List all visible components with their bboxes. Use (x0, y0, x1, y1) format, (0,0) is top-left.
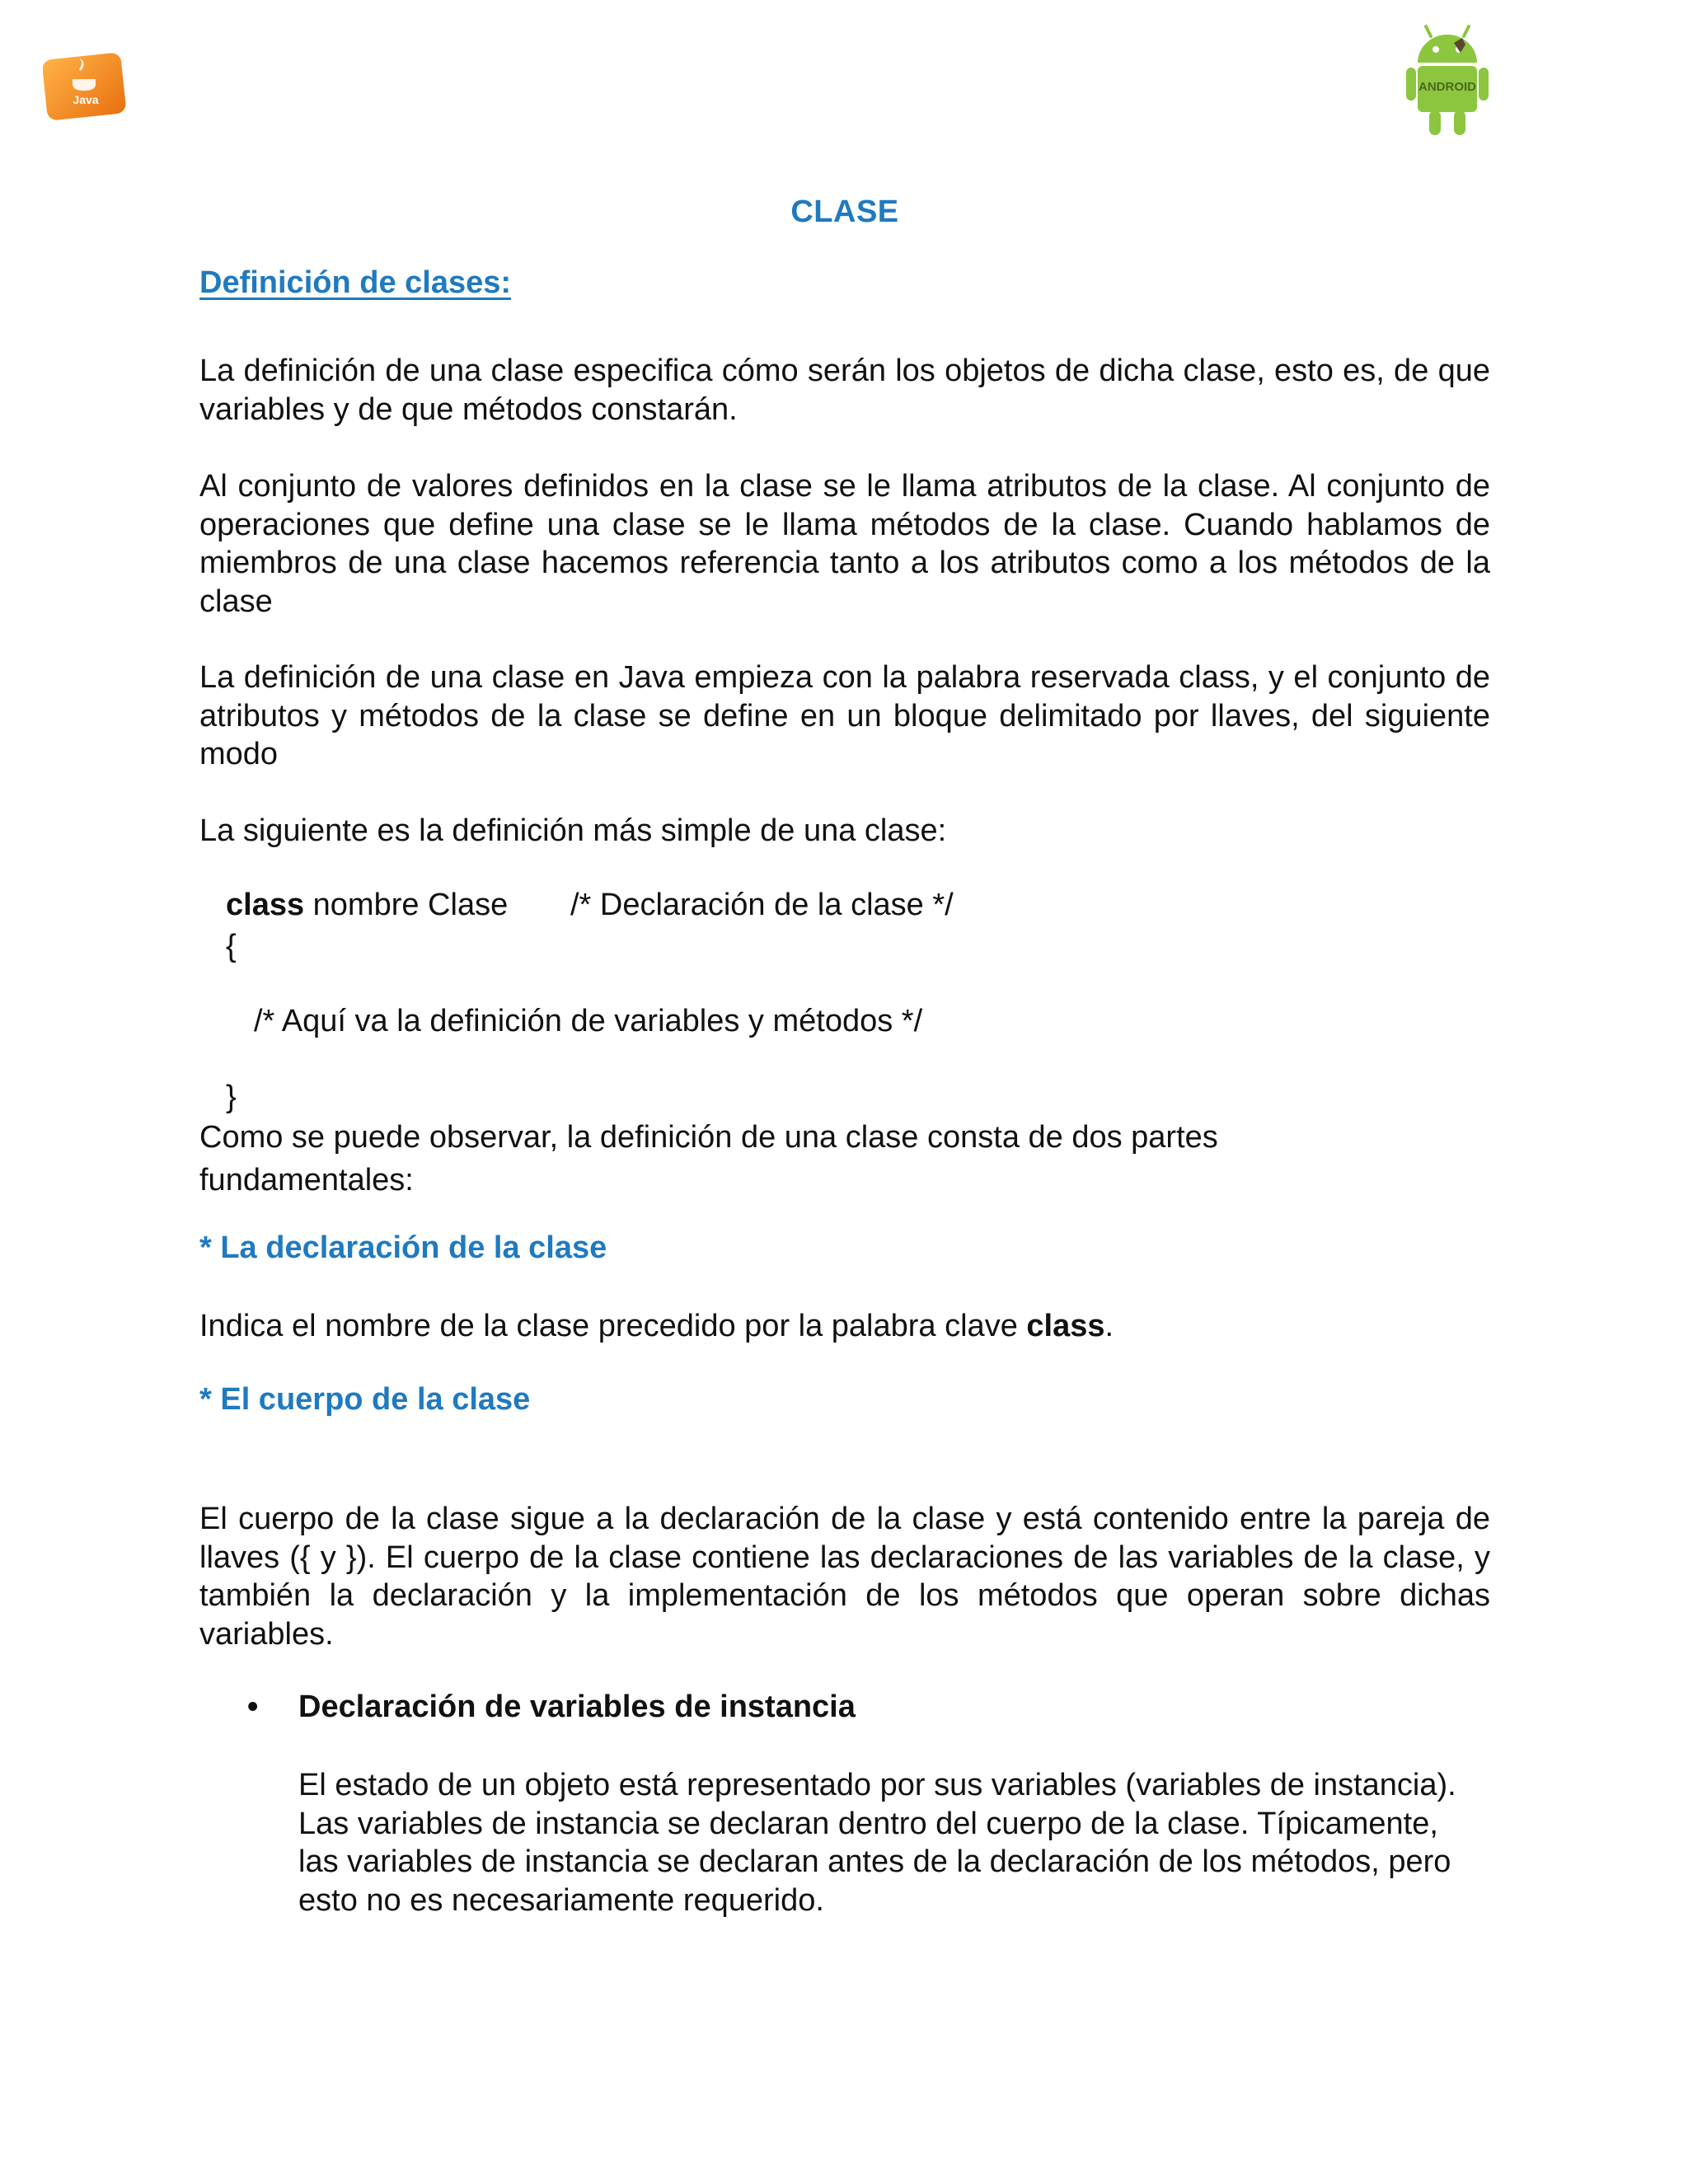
paragraph-class-body: El cuerpo de la clase sigue a la declaración de la clase y está contenido entre la pareja de llaves ({ y }). El cuerpo de la clase contiene las declaraciones de las variables de la clase, y también la declaración y la implementación de los métodos que operan sobre dichas variables. (199, 1502, 1490, 1652)
paragraph-declaration-info (199, 1307, 1490, 1346)
paragraph-attributes: Al conjunto de valores definidos en la clase se le llama atributos de la clase. Al conjunto de operaciones que define una clase se le llama métodos de la clase. Cuando hablamos de miembros de una clase hacemos referencia tanto a los atributos como a los métodos de la clase (199, 469, 1490, 619)
bullet-marker: • (247, 1690, 259, 1724)
code-open-brace: { (226, 929, 237, 963)
bullet-title: Declaración de variables de instancia (298, 1690, 856, 1724)
code-close-brace: } (226, 1080, 237, 1114)
java-logo-text: Java (73, 93, 99, 106)
subheading-class-body: * El cuerpo de la clase (199, 1382, 531, 1417)
section-heading: Definición de clases: (199, 265, 512, 300)
declaration-text: Indica el nombre de la clase precedido por la palabra clave (199, 1309, 1027, 1343)
paragraph-two-parts: Como se puede observar, la definición de una clase consta de dos partes fundamentales: (199, 1120, 1218, 1197)
bullet-body: El estado de un objeto está representado por sus variables (variables de instancia). Las variables de instancia se declaran dentro del cuerpo de la clase. Típicamente, las variables de instancia se declaran antes de la declaración de los métodos, pero esto no es necesariamente requerido. (298, 1768, 1456, 1918)
android-logo-text: ANDROID (1418, 80, 1476, 94)
code-keyword: class (226, 888, 305, 922)
declaration-period: . (1104, 1309, 1114, 1343)
subheading-class-declaration: * La declaración de la clase (199, 1230, 607, 1265)
code-declaration-comment: /* Declaración de la clase */ (570, 888, 954, 922)
code-class-name: nombre Clase (304, 888, 509, 922)
java-logo-icon (43, 49, 129, 122)
code-body-comment: /* Aquí va la definición de variables y métodos */ (254, 1004, 923, 1038)
android-logo-icon (1406, 25, 1489, 142)
paragraph-simple-definition: La siguiente es la definición más simple de una clase: (199, 813, 947, 848)
paragraph-definition: La definición de una clase especifica cómo serán los objetos de dicha clase, esto es, de que variables y de que métodos constarán. (199, 354, 1490, 427)
declaration-keyword: class (1026, 1309, 1105, 1343)
page-title: CLASE (790, 194, 899, 229)
paragraph-java-class: La definición de una clase en Java empieza con la palabra reservada class, y el conjunto de atributos y métodos de la clase se define en un bloque delimitado por llaves, del siguiente modo (199, 660, 1490, 771)
code-class-declaration-line (226, 886, 508, 924)
